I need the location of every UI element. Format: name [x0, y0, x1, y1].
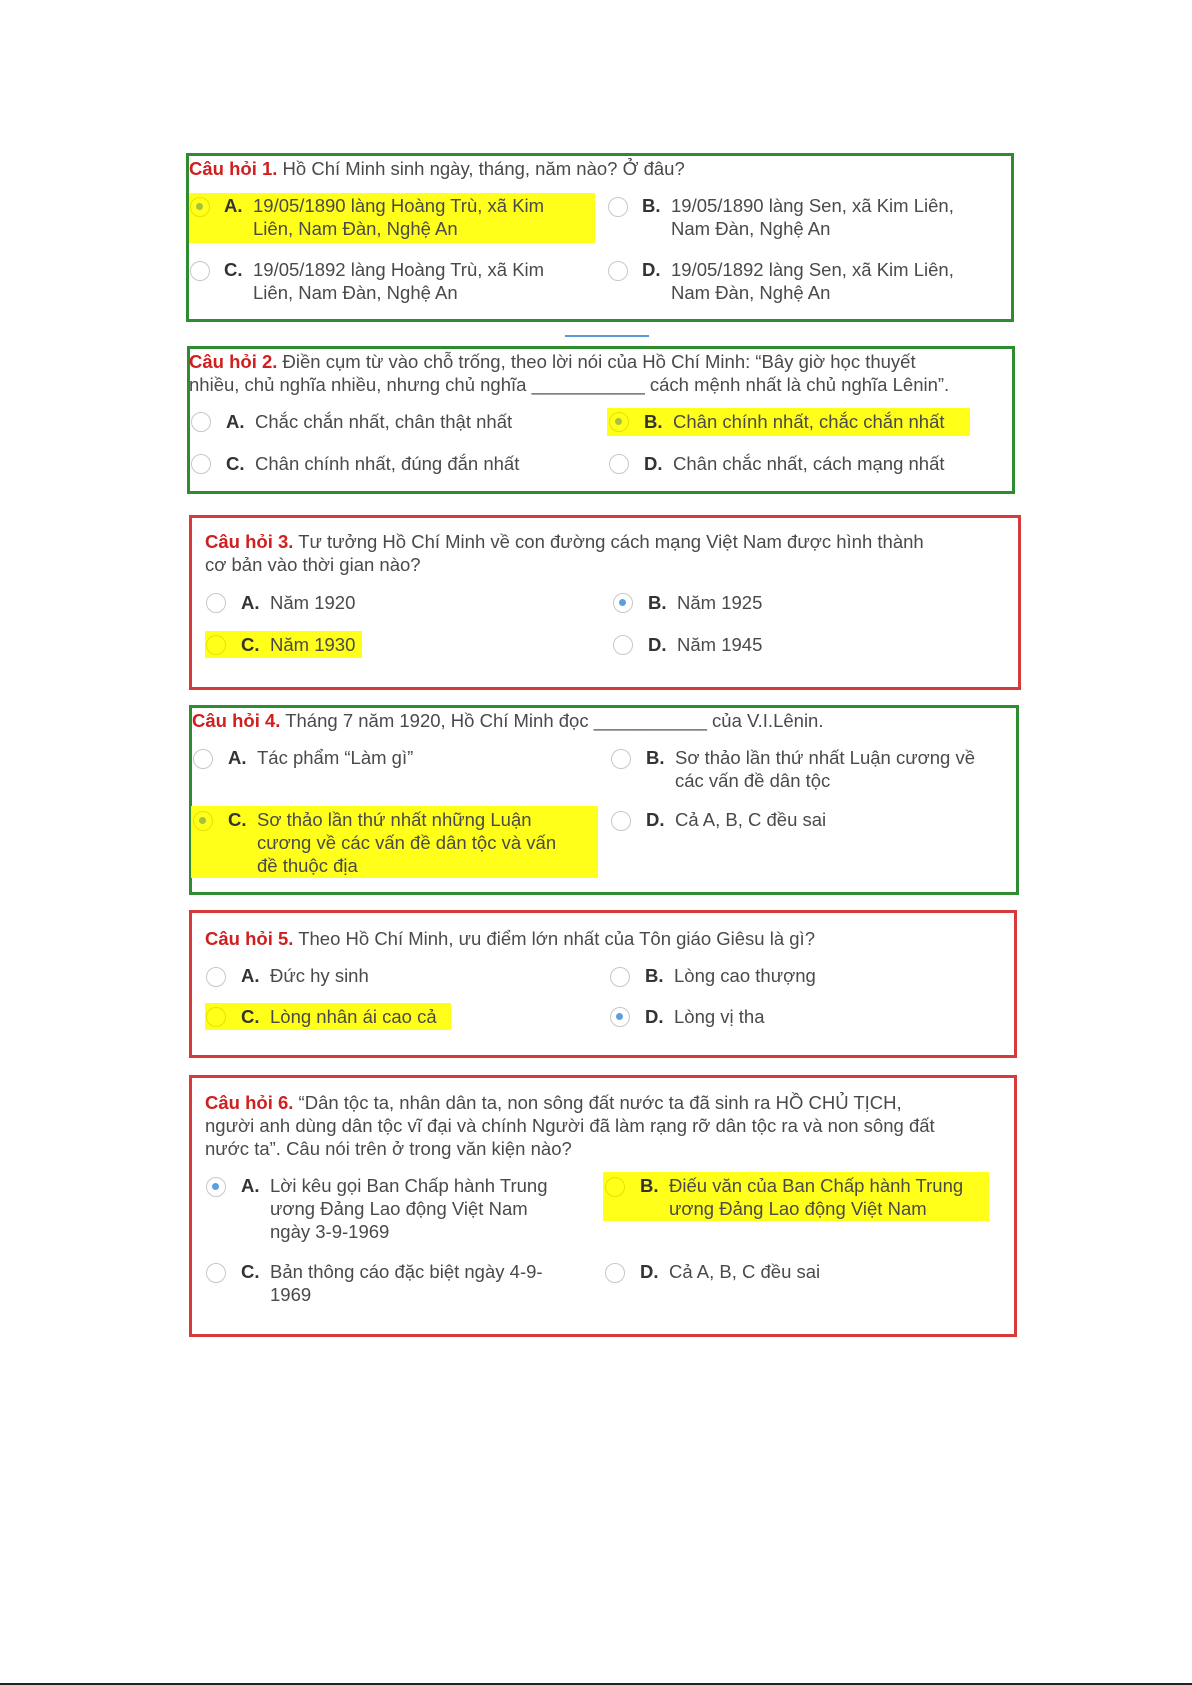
question-3-text	[205, 530, 924, 576]
question-1-label: Câu hỏi 1.	[189, 158, 278, 179]
option-line: Năm 1930	[270, 634, 356, 655]
question-3-line-1: Tư tưởng Hồ Chí Minh về con đường cách mạng Việt Nam được hình thành	[298, 531, 924, 552]
option-line: Bản thông cáo đặc biệt ngày 4-9-	[270, 1261, 543, 1282]
option-line: 19/05/1890 làng Sen, xã Kim Liên,	[671, 195, 954, 216]
option-text-q6-a[interactable]	[270, 1174, 548, 1243]
option-letter-q6-c: C.	[241, 1261, 260, 1282]
radio-q3-a[interactable]	[206, 593, 226, 613]
question-2-line-2: nhiều, chủ nghĩa nhiều, nhưng chủ nghĩa ___________ cách mệnh nhất là chủ nghĩa Lênin”.	[189, 374, 950, 395]
radio-q2-d[interactable]	[609, 454, 629, 474]
option-line: Tác phẩm “Làm gì”	[257, 747, 414, 768]
option-text-q2-a[interactable]	[255, 410, 512, 433]
radio-q6-b[interactable]	[605, 1177, 625, 1197]
radio-q5-b[interactable]	[610, 967, 630, 987]
option-letter-q1-b: B.	[642, 195, 661, 216]
option-line: 1969	[270, 1284, 312, 1305]
option-line: Sơ thảo lần thứ nhất những Luận	[257, 809, 532, 830]
option-line: Nam Đàn, Nghệ An	[671, 282, 831, 303]
question-4-text	[192, 709, 823, 732]
option-text-q4-d[interactable]	[675, 808, 826, 831]
question-1-line-1: Hồ Chí Minh sinh ngày, tháng, năm nào? Ở đâu?	[282, 158, 685, 179]
option-letter-q4-a: A.	[228, 747, 247, 768]
option-letter-q6-b: B.	[640, 1175, 659, 1196]
question-2-line-1: Điền cụm từ vào chỗ trống, theo lời nói của Hồ Chí Minh: “Bây giờ học thuyết	[282, 351, 916, 372]
radio-q2-b[interactable]	[609, 412, 629, 432]
radio-q1-d[interactable]	[608, 261, 628, 281]
question-6-text	[205, 1091, 935, 1160]
radio-q5-a[interactable]	[206, 967, 226, 987]
option-letter-q2-b: B.	[644, 411, 663, 432]
radio-q1-b[interactable]	[608, 197, 628, 217]
option-text-q3-d[interactable]	[677, 633, 762, 656]
question-5-label: Câu hỏi 5.	[205, 928, 294, 949]
option-letter-q4-d: D.	[646, 809, 665, 830]
radio-q2-c[interactable]	[191, 454, 211, 474]
option-line: 19/05/1892 làng Hoàng Trù, xã Kim	[253, 259, 545, 280]
option-text-q1-b[interactable]	[671, 194, 954, 240]
option-line: Lòng cao thượng	[674, 965, 816, 986]
option-line: Sơ thảo lần thứ nhất Luận cương về	[675, 747, 976, 768]
radio-q6-d[interactable]	[605, 1263, 625, 1283]
radio-q4-d[interactable]	[611, 811, 631, 831]
option-text-q5-a[interactable]	[270, 964, 369, 987]
option-line: Chân chính nhất, đúng đắn nhất	[255, 453, 520, 474]
question-5-text	[205, 927, 815, 950]
option-letter-q6-d: D.	[640, 1261, 659, 1282]
option-text-q5-d[interactable]	[674, 1005, 765, 1028]
option-text-q1-a[interactable]	[253, 194, 544, 240]
option-line: Lòng nhân ái cao cả	[270, 1006, 437, 1027]
option-text-q1-d[interactable]	[671, 258, 954, 304]
option-line: Chân chính nhất, chắc chắn nhất	[673, 411, 945, 432]
option-text-q6-b[interactable]	[669, 1174, 963, 1220]
option-line: Điếu văn của Ban Chấp hành Trung	[669, 1175, 964, 1196]
option-line: ngày 3-9-1969	[270, 1221, 390, 1242]
option-line: cương về các vấn đề dân tộc và vấn	[257, 832, 557, 853]
option-line: Năm 1925	[677, 592, 763, 613]
option-text-q1-c[interactable]	[253, 258, 544, 304]
question-3-line-2: cơ bản vào thời gian nào?	[205, 554, 421, 575]
option-line: Chắc chắn nhất, chân thật nhất	[255, 411, 513, 432]
option-text-q5-c[interactable]	[270, 1005, 437, 1028]
option-line: Liên, Nam Đàn, Nghệ An	[253, 218, 458, 239]
question-4-label: Câu hỏi 4.	[192, 710, 281, 731]
radio-q3-d[interactable]	[613, 635, 633, 655]
option-line: Năm 1945	[677, 634, 763, 655]
option-letter-q5-d: D.	[645, 1006, 664, 1027]
option-line: Liên, Nam Đàn, Nghệ An	[253, 282, 458, 303]
option-letter-q2-a: A.	[226, 411, 245, 432]
option-letter-q5-b: B.	[645, 965, 664, 986]
option-letter-q2-d: D.	[644, 453, 663, 474]
option-letter-q3-d: D.	[648, 634, 667, 655]
option-line: Chân chắc nhất, cách mạng nhất	[673, 453, 945, 474]
option-letter-q3-c: C.	[241, 634, 260, 655]
radio-q5-d[interactable]	[610, 1007, 630, 1027]
option-text-q2-d[interactable]	[673, 452, 945, 475]
option-line: 19/05/1890 làng Hoàng Trù, xã Kim	[253, 195, 545, 216]
radio-q2-a[interactable]	[191, 412, 211, 432]
option-letter-q1-c: C.	[224, 259, 243, 280]
option-text-q6-c[interactable]	[270, 1260, 543, 1306]
option-text-q3-a[interactable]	[270, 591, 355, 614]
radio-q4-a[interactable]	[193, 749, 213, 769]
option-letter-q3-a: A.	[241, 592, 260, 613]
radio-q4-b[interactable]	[611, 749, 631, 769]
option-letter-q5-a: A.	[241, 965, 260, 986]
option-text-q6-d[interactable]	[669, 1260, 820, 1283]
question-6-line-1: “Dân tộc ta, nhân dân ta, non sông đất nước ta đã sinh ra HỒ CHỦ TỊCH,	[298, 1092, 902, 1113]
question-2-text	[189, 350, 949, 396]
option-line: Lòng vị tha	[674, 1006, 765, 1027]
question-1-text	[189, 157, 685, 180]
option-text-q2-b[interactable]	[673, 410, 945, 433]
question-5-line-1: Theo Hồ Chí Minh, ưu điểm lớn nhất của Tôn giáo Giêsu là gì?	[298, 928, 815, 949]
option-text-q4-a[interactable]	[257, 746, 413, 769]
divider-line	[565, 335, 649, 337]
option-letter-q4-c: C.	[228, 809, 247, 830]
radio-q5-c[interactable]	[206, 1007, 226, 1027]
option-text-q4-c[interactable]	[257, 808, 556, 877]
option-line: Cả A, B, C đều sai	[669, 1261, 821, 1282]
radio-q6-c[interactable]	[206, 1263, 226, 1283]
option-line: ương Đảng Lao động Việt Nam	[669, 1198, 927, 1219]
option-letter-q5-c: C.	[241, 1006, 260, 1027]
option-letter-q1-d: D.	[642, 259, 661, 280]
option-line: đề thuộc địa	[257, 855, 358, 876]
option-letter-q2-c: C.	[226, 453, 245, 474]
option-text-q5-b[interactable]	[674, 964, 816, 987]
option-line: Lời kêu gọi Ban Chấp hành Trung	[270, 1175, 548, 1196]
radio-q3-b[interactable]	[613, 593, 633, 613]
option-line: ương Đảng Lao động Việt Nam	[270, 1198, 528, 1219]
question-3-label: Câu hỏi 3.	[205, 531, 294, 552]
radio-q6-a[interactable]	[206, 1177, 226, 1197]
option-letter-q4-b: B.	[646, 747, 665, 768]
radio-q3-c[interactable]	[206, 635, 226, 655]
option-text-q4-b[interactable]	[675, 746, 975, 792]
option-line: 19/05/1892 làng Sen, xã Kim Liên,	[671, 259, 954, 280]
option-line: Năm 1920	[270, 592, 356, 613]
option-text-q3-b[interactable]	[677, 591, 762, 614]
radio-q1-c[interactable]	[190, 261, 210, 281]
question-6-line-3: nước ta”. Câu nói trên ở trong văn kiện nào?	[205, 1138, 572, 1159]
question-6-label: Câu hỏi 6.	[205, 1092, 294, 1113]
option-letter-q1-a: A.	[224, 195, 243, 216]
option-text-q3-c[interactable]	[270, 633, 355, 656]
question-6-line-2: người anh dùng dân tộc vĩ đại và chính Người đã làm rạng rỡ dân tộc ra và non sông đất	[205, 1115, 935, 1136]
option-line: Nam Đàn, Nghệ An	[671, 218, 831, 239]
option-line: Đức hy sinh	[270, 965, 369, 986]
question-2-label: Câu hỏi 2.	[189, 351, 278, 372]
radio-q4-c[interactable]	[193, 811, 213, 831]
option-letter-q6-a: A.	[241, 1175, 260, 1196]
option-text-q2-c[interactable]	[255, 452, 519, 475]
option-line: các vấn đề dân tộc	[675, 770, 831, 791]
question-4-line-1: Tháng 7 năm 1920, Hồ Chí Minh đọc ___________ của V.I.Lênin.	[285, 710, 824, 731]
option-letter-q3-b: B.	[648, 592, 667, 613]
radio-q1-a[interactable]	[190, 197, 210, 217]
option-line: Cả A, B, C đều sai	[675, 809, 827, 830]
